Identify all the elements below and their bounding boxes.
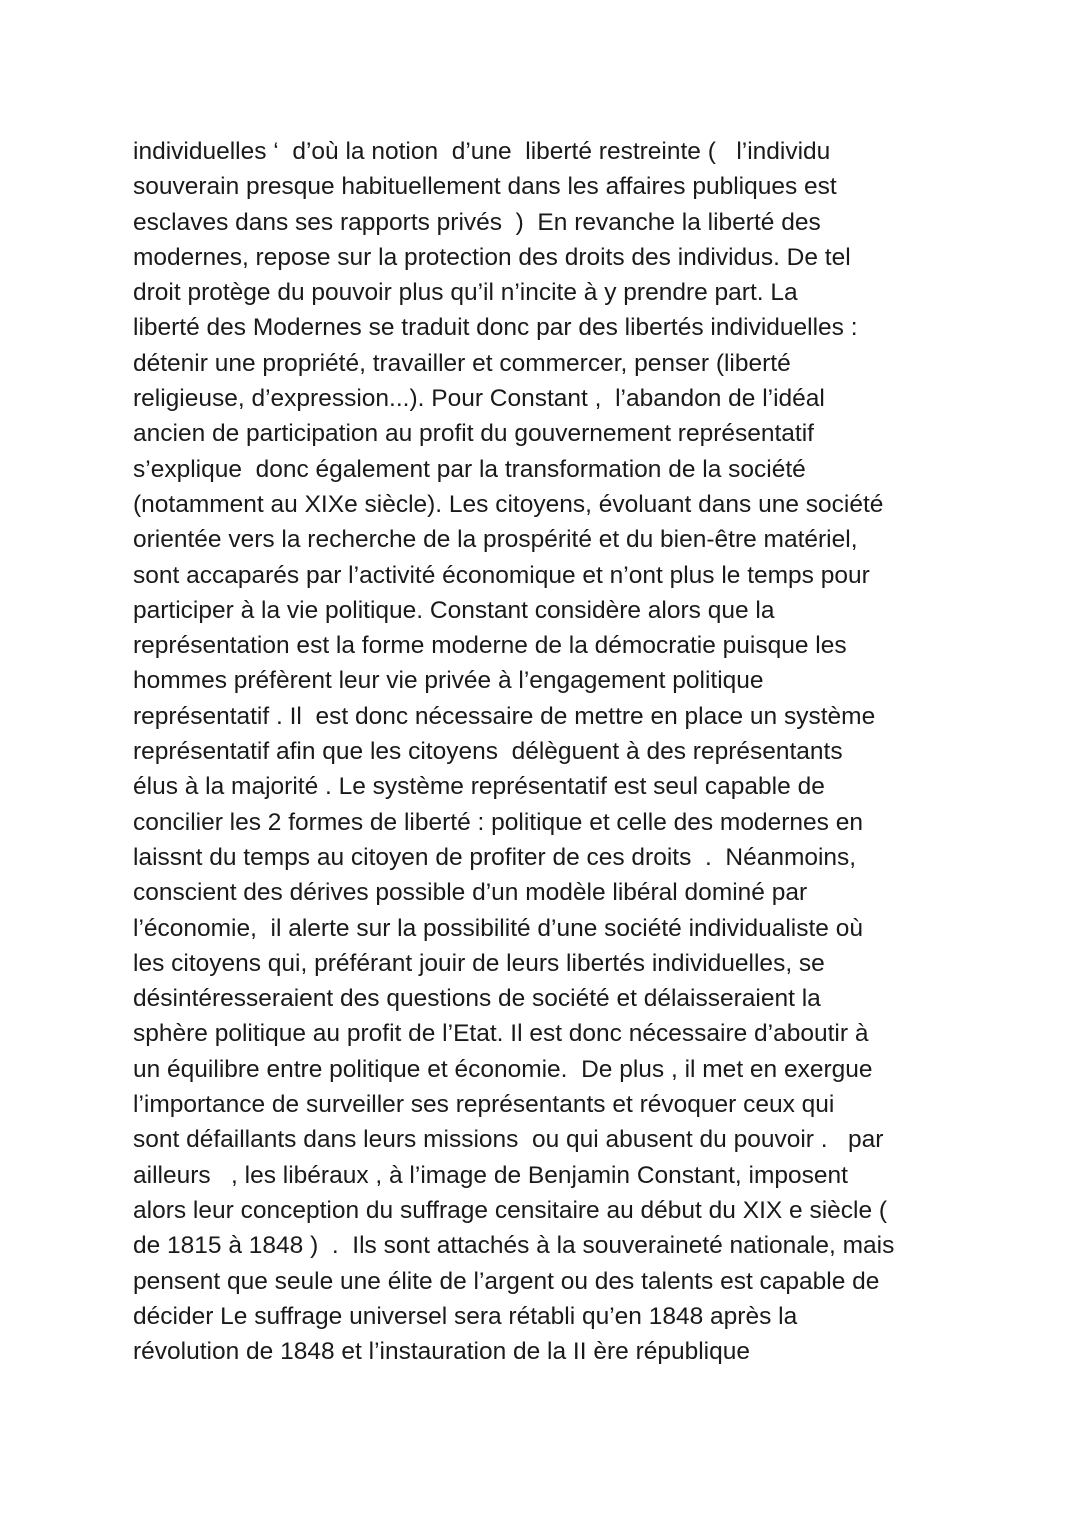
text-line: conscient des dérives possible d’un modèle libéral dominé par (133, 879, 808, 907)
text-line: ailleurs , les libéraux , à l’image de Benjamin Constant, imposent (133, 1161, 848, 1189)
text-line: (notamment au XIXe siècle). Les citoyens, évoluant dans une société (133, 490, 884, 518)
text-line: participer à la vie politique. Constant considère alors que la (133, 596, 775, 624)
text-line: de 1815 à 1848 ) . Ils sont attachés à la souveraineté nationale, mais (133, 1232, 895, 1260)
text-line: concilier les 2 formes de liberté : politique et celle des modernes en (133, 808, 863, 836)
text-line: décider Le suffrage universel sera rétabli qu’en 1848 après la (133, 1302, 798, 1330)
text-line: souverain presque habituellement dans les affaires publiques est (133, 173, 837, 201)
text-line: représentatif . Il est donc nécessaire de mettre en place un système (133, 702, 876, 730)
text-line: hommes préfèrent leur vie privée à l’engagement politique (133, 667, 764, 695)
body-paragraph (133, 134, 993, 1369)
text-line: sont défaillants dans leurs missions ou qui abusent du pouvoir . par (133, 1126, 884, 1154)
text-line: modernes, repose sur la protection des droits des individus. De tel (133, 243, 851, 271)
text-line: laissnt du temps au citoyen de profiter de ces droits . Néanmoins, (133, 843, 857, 871)
text-line: désintéresseraient des questions de société et délaisseraient la (133, 985, 821, 1013)
text-line: ancien de participation au profit du gouvernement représentatif (133, 420, 814, 448)
text-line: religieuse, d’expression...). Pour Constant , l’abandon de l’idéal (133, 385, 825, 413)
text-line: individuelles ‘ d’où la notion d’une liberté restreinte ( l’individu (133, 138, 831, 165)
text-line: détenir une propriété, travailler et commercer, penser (liberté (133, 349, 791, 377)
text-line: l’économie, il alerte sur la possibilité d’une société individualiste où (133, 914, 863, 942)
text-line: l’importance de surveiller ses représentants et révoquer ceux qui (133, 1091, 835, 1119)
text-line: sont accaparés par l’activité économique et n’ont plus le temps pour (133, 561, 870, 589)
text-line: sphère politique au profit de l’Etat. Il est donc nécessaire d’aboutir à (133, 1020, 869, 1048)
text-line: révolution de 1848 et l’instauration de la II ère république (133, 1338, 750, 1366)
text-line: droit protège du pouvoir plus qu’il n’incite à y prendre part. La (133, 279, 798, 307)
text-line: liberté des Modernes se traduit donc par des libertés individuelles : (133, 314, 858, 342)
text-line: élus à la majorité . Le système représentatif est seul capable de (133, 773, 825, 801)
text-line: alors leur conception du suffrage censitaire au début du XIX e siècle ( (133, 1196, 888, 1224)
text-line: esclaves dans ses rapports privés ) En revanche la liberté des (133, 208, 821, 236)
text-line: représentation est la forme moderne de la démocratie puisque les (133, 632, 847, 660)
text-line: un équilibre entre politique et économie. De plus , il met en exergue (133, 1055, 873, 1083)
text-line: orientée vers la recherche de la prospérité et du bien-être matériel, (133, 526, 858, 554)
text-line: pensent que seule une élite de l’argent ou des talents est capable de (133, 1267, 880, 1295)
text-line: s’explique donc également par la transformation de la société (133, 455, 806, 483)
text-line: les citoyens qui, préférant jouir de leurs libertés individuelles, se (133, 949, 825, 977)
text-line: représentatif afin que les citoyens délèguent à des représentants (133, 738, 843, 766)
